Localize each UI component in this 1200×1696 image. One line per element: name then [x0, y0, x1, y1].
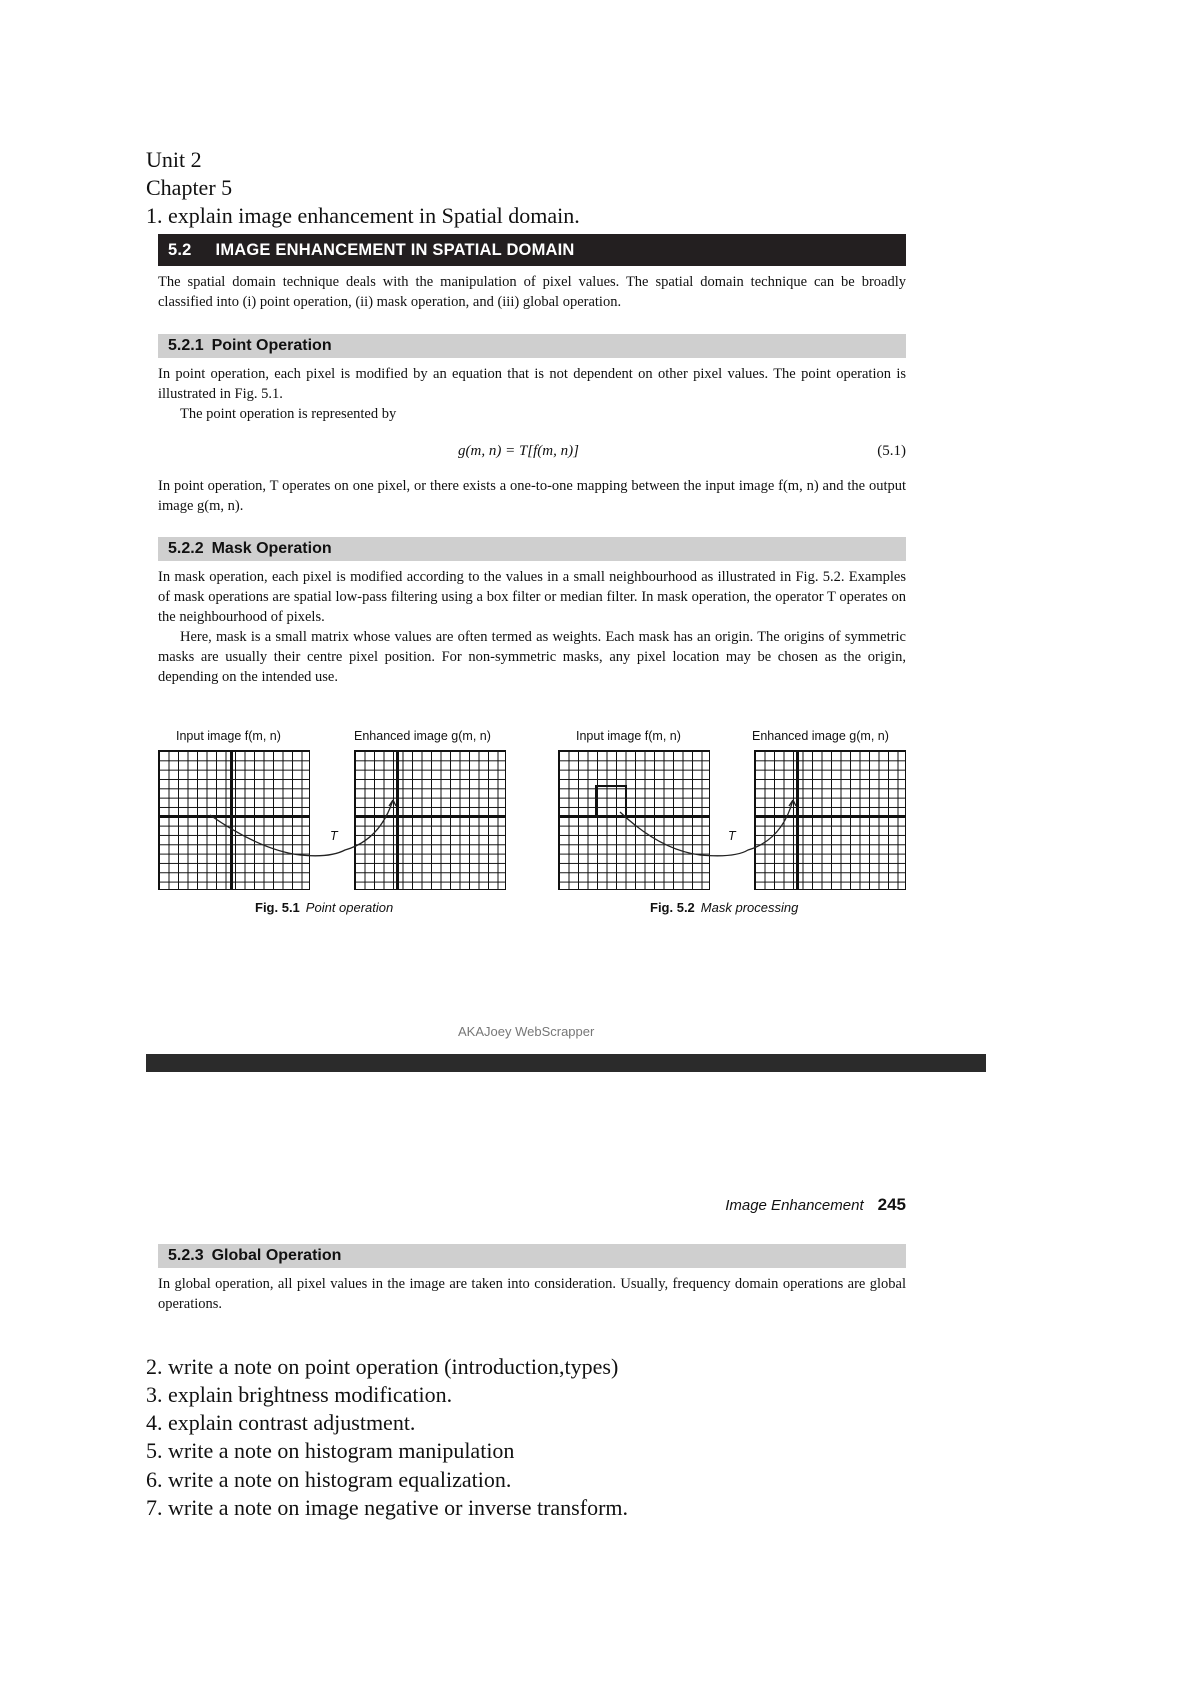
equation-number: (5.1): [877, 443, 906, 459]
section-intro: The spatial domain technique deals with the manipulation of pixel values. The spatial domain technique can be broadly classified into (i) point operation, (ii) mask operation, and (iii) global operation.: [158, 274, 906, 310]
point-op-para-1: In point operation, each pixel is modified by an equation that is not dependent on other pixel values. The point operation is illustrated in Fig. 5.1.: [158, 366, 906, 402]
fig1-caption-number: Fig. 5.1: [255, 900, 300, 915]
question-item: 2. write a note on point operation (introduction,types): [146, 1354, 619, 1379]
question-item: 6. write a note on histogram equalization.: [146, 1467, 512, 1492]
unit-heading: Unit 2: [146, 147, 202, 172]
fig2-caption-text: Mask processing: [700, 900, 799, 915]
fig1-input-label: Input image f(m, n): [176, 729, 281, 743]
fig1-mapping-curve: [210, 800, 393, 856]
running-header: [725, 1195, 906, 1215]
question-item: 3. explain brightness modification.: [146, 1382, 453, 1407]
fig2-operator-label: T: [728, 829, 736, 843]
subsection-title: Global Operation: [211, 1247, 342, 1264]
page-number: 245: [877, 1195, 906, 1214]
question-item: 4. explain contrast adjustment.: [146, 1410, 416, 1435]
subsection-number: 5.2.1: [168, 337, 204, 354]
fig2-mapping-curve: [620, 800, 793, 856]
watermark: AKAJoey WebScrapper: [458, 1024, 595, 1039]
subsection-title: Mask Operation: [211, 540, 332, 557]
running-header-title: Image Enhancement: [725, 1197, 864, 1214]
point-op-para-3: In point operation, T operates on one pixel, or there exists a one-to-one mapping between the input image f(m, n) and the output image g(m, n).: [158, 478, 906, 514]
question-1: 1. explain image enhancement in Spatial domain.: [146, 203, 580, 228]
subsection-title: Point Operation: [211, 337, 332, 354]
question-item: 5. write a note on histogram manipulation: [146, 1438, 515, 1463]
fig2-output-label: Enhanced image g(m, n): [752, 729, 889, 743]
mask-op-para-2: Here, mask is a small matrix whose values are often termed as weights. Each mask has an origin. The origins of symmetric masks are usually their centre pixel position. For non-symmetric masks, any pixel location may be chosen as the origin, depending on the intended use.: [158, 629, 906, 685]
fig2-input-label: Input image f(m, n): [576, 729, 681, 743]
fig1-operator-label: T: [330, 829, 338, 843]
global-op-para-1: In global operation, all pixel values in the image are taken into consideration. Usually, frequency domain operations are global operations.: [158, 1276, 906, 1312]
mask-op-para-1: In mask operation, each pixel is modified according to the values in a small neighbourhood as illustrated in Fig. 5.2. Examples of mask operations are spatial low-pass filtering using a box filter or median filter. In mask operation, the operator T operates on the neighbourhood of pixels.: [158, 569, 906, 625]
fig2-caption-number: Fig. 5.2: [650, 900, 695, 915]
page-separator-bar: [146, 1054, 986, 1072]
fig1-output-label: Enhanced image g(m, n): [354, 729, 491, 743]
chapter-heading: Chapter 5: [146, 175, 233, 200]
subsection-global-operation: [158, 1244, 906, 1268]
section-number: 5.2: [168, 241, 192, 259]
fig1-caption-text: Point operation: [305, 900, 394, 915]
equation: g(m, n) = T[f(m, n)]: [458, 443, 579, 459]
subsection-number: 5.2.2: [168, 540, 204, 557]
question-item: 7. write a note on image negative or inverse transform.: [146, 1495, 629, 1520]
subsection-number: 5.2.3: [168, 1247, 204, 1264]
section-title: IMAGE ENHANCEMENT IN SPATIAL DOMAIN: [215, 241, 575, 259]
point-op-para-2: The point operation is represented by: [180, 406, 397, 422]
